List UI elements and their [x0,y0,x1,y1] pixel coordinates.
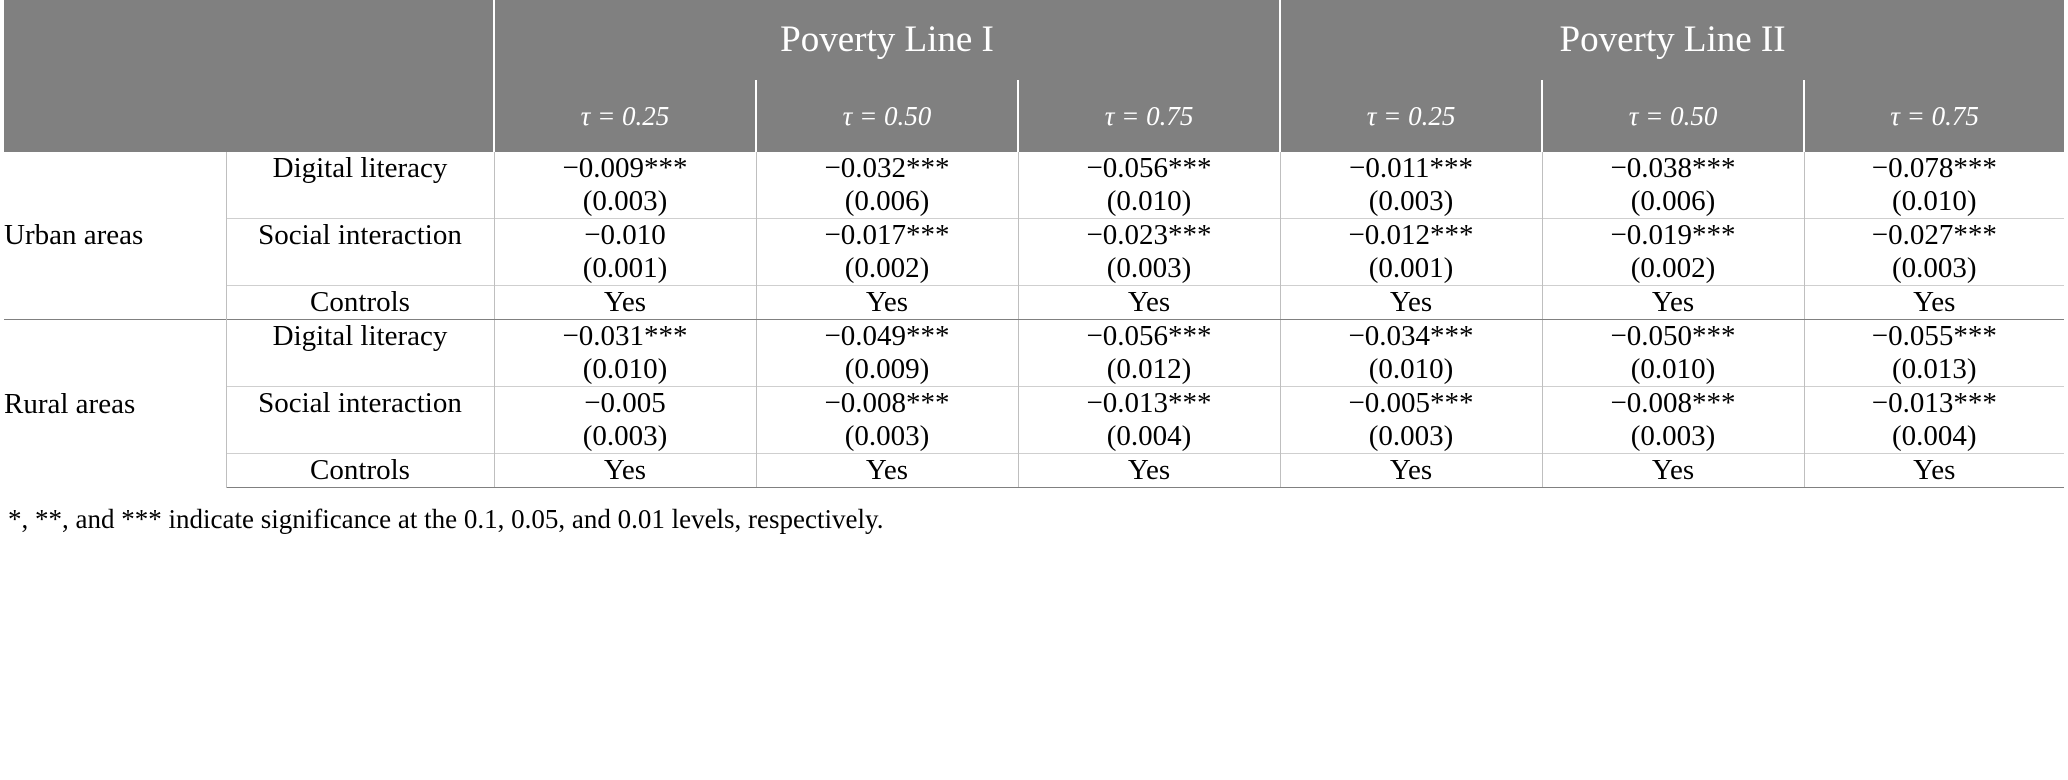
cell-urban-controls-p1-075: Yes [1018,286,1280,320]
cell-urban-digital-p1-075-se: (0.010) [1018,185,1280,219]
cell-rural-social-p1-025-estimate: −0.005 [494,387,756,421]
cell-urban-social-p2-050-estimate: −0.019*** [1542,219,1804,253]
table-row [4,219,2064,253]
regression-results-table [4,0,2064,488]
header-spanner-poverty-line-2: Poverty Line II [1280,0,2064,80]
row-label-urban-digital-literacy-se [226,185,494,219]
cell-rural-social-p2-050-estimate: −0.008*** [1542,387,1804,421]
header-tau-p2-050: τ = 0.50 [1542,80,1804,152]
table-row [4,185,2064,219]
row-label-rural-social-interaction: Social interaction [226,387,494,421]
header-spanner-poverty-line-1: Poverty Line I [494,0,1280,80]
cell-rural-controls-p2-050: Yes [1542,454,1804,488]
cell-rural-social-p2-075-estimate: −0.013*** [1804,387,2064,421]
cell-rural-digital-p1-025-se: (0.010) [494,353,756,387]
cell-urban-controls-p2-075: Yes [1804,286,2064,320]
cell-rural-social-p1-075-se: (0.004) [1018,420,1280,454]
cell-urban-digital-p1-025-estimate: −0.009*** [494,152,756,185]
cell-rural-digital-p1-075-estimate: −0.056*** [1018,320,1280,354]
row-label-rural-social-interaction-se [226,420,494,454]
cell-rural-controls-p2-075: Yes [1804,454,2064,488]
row-label-urban-digital-literacy: Digital literacy [272,152,448,184]
header-row-spanners [4,0,2064,80]
header-tau-p1-050: τ = 0.50 [756,80,1018,152]
cell-rural-controls-p1-075: Yes [1018,454,1280,488]
row-label-rural-digital-literacy-se [226,353,494,387]
cell-urban-digital-p1-050-estimate: −0.032*** [756,152,1018,185]
table-row [4,387,2064,421]
cell-rural-digital-p1-025-estimate: −0.031*** [494,320,756,354]
cell-urban-social-p1-025-se: (0.001) [494,252,756,286]
cell-rural-digital-p1-050-se: (0.009) [756,353,1018,387]
cell-urban-digital-p2-075-estimate: −0.078*** [1804,152,2064,185]
table-header [4,0,2064,152]
cell-urban-social-p2-025-estimate: −0.012*** [1280,219,1542,253]
cell-rural-digital-p2-050-estimate: −0.050*** [1542,320,1804,354]
cell-urban-digital-p2-025-se: (0.003) [1280,185,1542,219]
cell-urban-controls-p1-050: Yes [756,286,1018,320]
cell-urban-digital-p2-050-estimate: −0.038*** [1542,152,1804,185]
cell-rural-controls-p1-025: Yes [494,454,756,488]
cell-rural-digital-p1-050-estimate: −0.049*** [756,320,1018,354]
row-label-urban-social-interaction: Social interaction [226,219,494,253]
cell-rural-digital-p2-025-se: (0.010) [1280,353,1542,387]
cell-urban-social-p2-075-se: (0.003) [1804,252,2064,286]
cell-rural-social-p2-075-se: (0.004) [1804,420,2064,454]
cell-rural-digital-p1-075-se: (0.012) [1018,353,1280,387]
cell-urban-social-p1-075-se: (0.003) [1018,252,1280,286]
cell-rural-social-p1-050-se: (0.003) [756,420,1018,454]
header-corner-blank [4,0,494,80]
header-subcorner-blank [4,80,494,152]
table-row [4,454,2064,488]
cell-rural-digital-p2-025-estimate: −0.034*** [1280,320,1542,354]
table-row [4,353,2064,387]
table-row [4,152,2064,185]
cell-urban-social-p2-075-estimate: −0.027*** [1804,219,2064,253]
cell-rural-social-p2-050-se: (0.003) [1542,420,1804,454]
cell-urban-digital-p1-025-se: (0.003) [494,185,756,219]
cell-urban-digital-p2-075-se: (0.010) [1804,185,2064,219]
cell-rural-digital-p2-075-se: (0.013) [1804,353,2064,387]
row-label-rural-controls: Controls [226,454,494,488]
cell-urban-controls-p1-025: Yes [494,286,756,320]
cell-rural-social-p1-050-estimate: −0.008*** [756,387,1018,421]
table-footnote: *, **, and *** indicate significance at the 0.1, 0.05, and 0.01 levels, respectively. [8,504,884,534]
table-row [4,420,2064,454]
table-body [4,152,2064,488]
table-row [4,286,2064,320]
header-tau-p1-075: τ = 0.75 [1018,80,1280,152]
cell-rural-digital-p2-050-se: (0.010) [1542,353,1804,387]
cell-rural-social-p2-025-se: (0.003) [1280,420,1542,454]
group-label-rural: Rural areas [4,320,226,489]
cell-urban-digital-p2-025-estimate: −0.011*** [1280,152,1542,185]
table-row [4,252,2064,286]
cell-urban-controls-p2-050: Yes [1542,286,1804,320]
cell-rural-social-p1-075-estimate: −0.013*** [1018,387,1280,421]
cell-urban-social-p1-050-se: (0.002) [756,252,1018,286]
cell-urban-social-p2-050-se: (0.002) [1542,252,1804,286]
cell-urban-social-p1-025-estimate: −0.010 [494,219,756,253]
cell-urban-social-p2-025-se: (0.001) [1280,252,1542,286]
row-label-urban-controls: Controls [226,286,494,320]
cell-urban-digital-p2-050-se: (0.006) [1542,185,1804,219]
header-row-quantiles [4,80,2064,152]
row-label-rural-digital-literacy: Digital literacy [226,320,494,354]
cell-rural-social-p2-025-estimate: −0.005*** [1280,387,1542,421]
cell-urban-digital-p1-050-se: (0.006) [756,185,1018,219]
cell-rural-controls-p1-050: Yes [756,454,1018,488]
cell-urban-digital-p1-075-estimate: −0.056*** [1018,152,1280,185]
cell-urban-social-p1-050-estimate: −0.017*** [756,219,1018,253]
row-label-urban-social-interaction-se [226,252,494,286]
group-label-urban: Urban areas [4,152,226,320]
cell-rural-controls-p2-025: Yes [1280,454,1542,488]
header-tau-p1-025: τ = 0.25 [494,80,756,152]
cell-urban-social-p1-075-estimate: −0.023*** [1018,219,1280,253]
table-row [4,320,2064,354]
cell-urban-controls-p2-025: Yes [1280,286,1542,320]
header-tau-p2-025: τ = 0.25 [1280,80,1542,152]
cell-rural-digital-p2-075-estimate: −0.055*** [1804,320,2064,354]
header-tau-p2-075: τ = 0.75 [1804,80,2064,152]
cell-rural-social-p1-025-se: (0.003) [494,420,756,454]
